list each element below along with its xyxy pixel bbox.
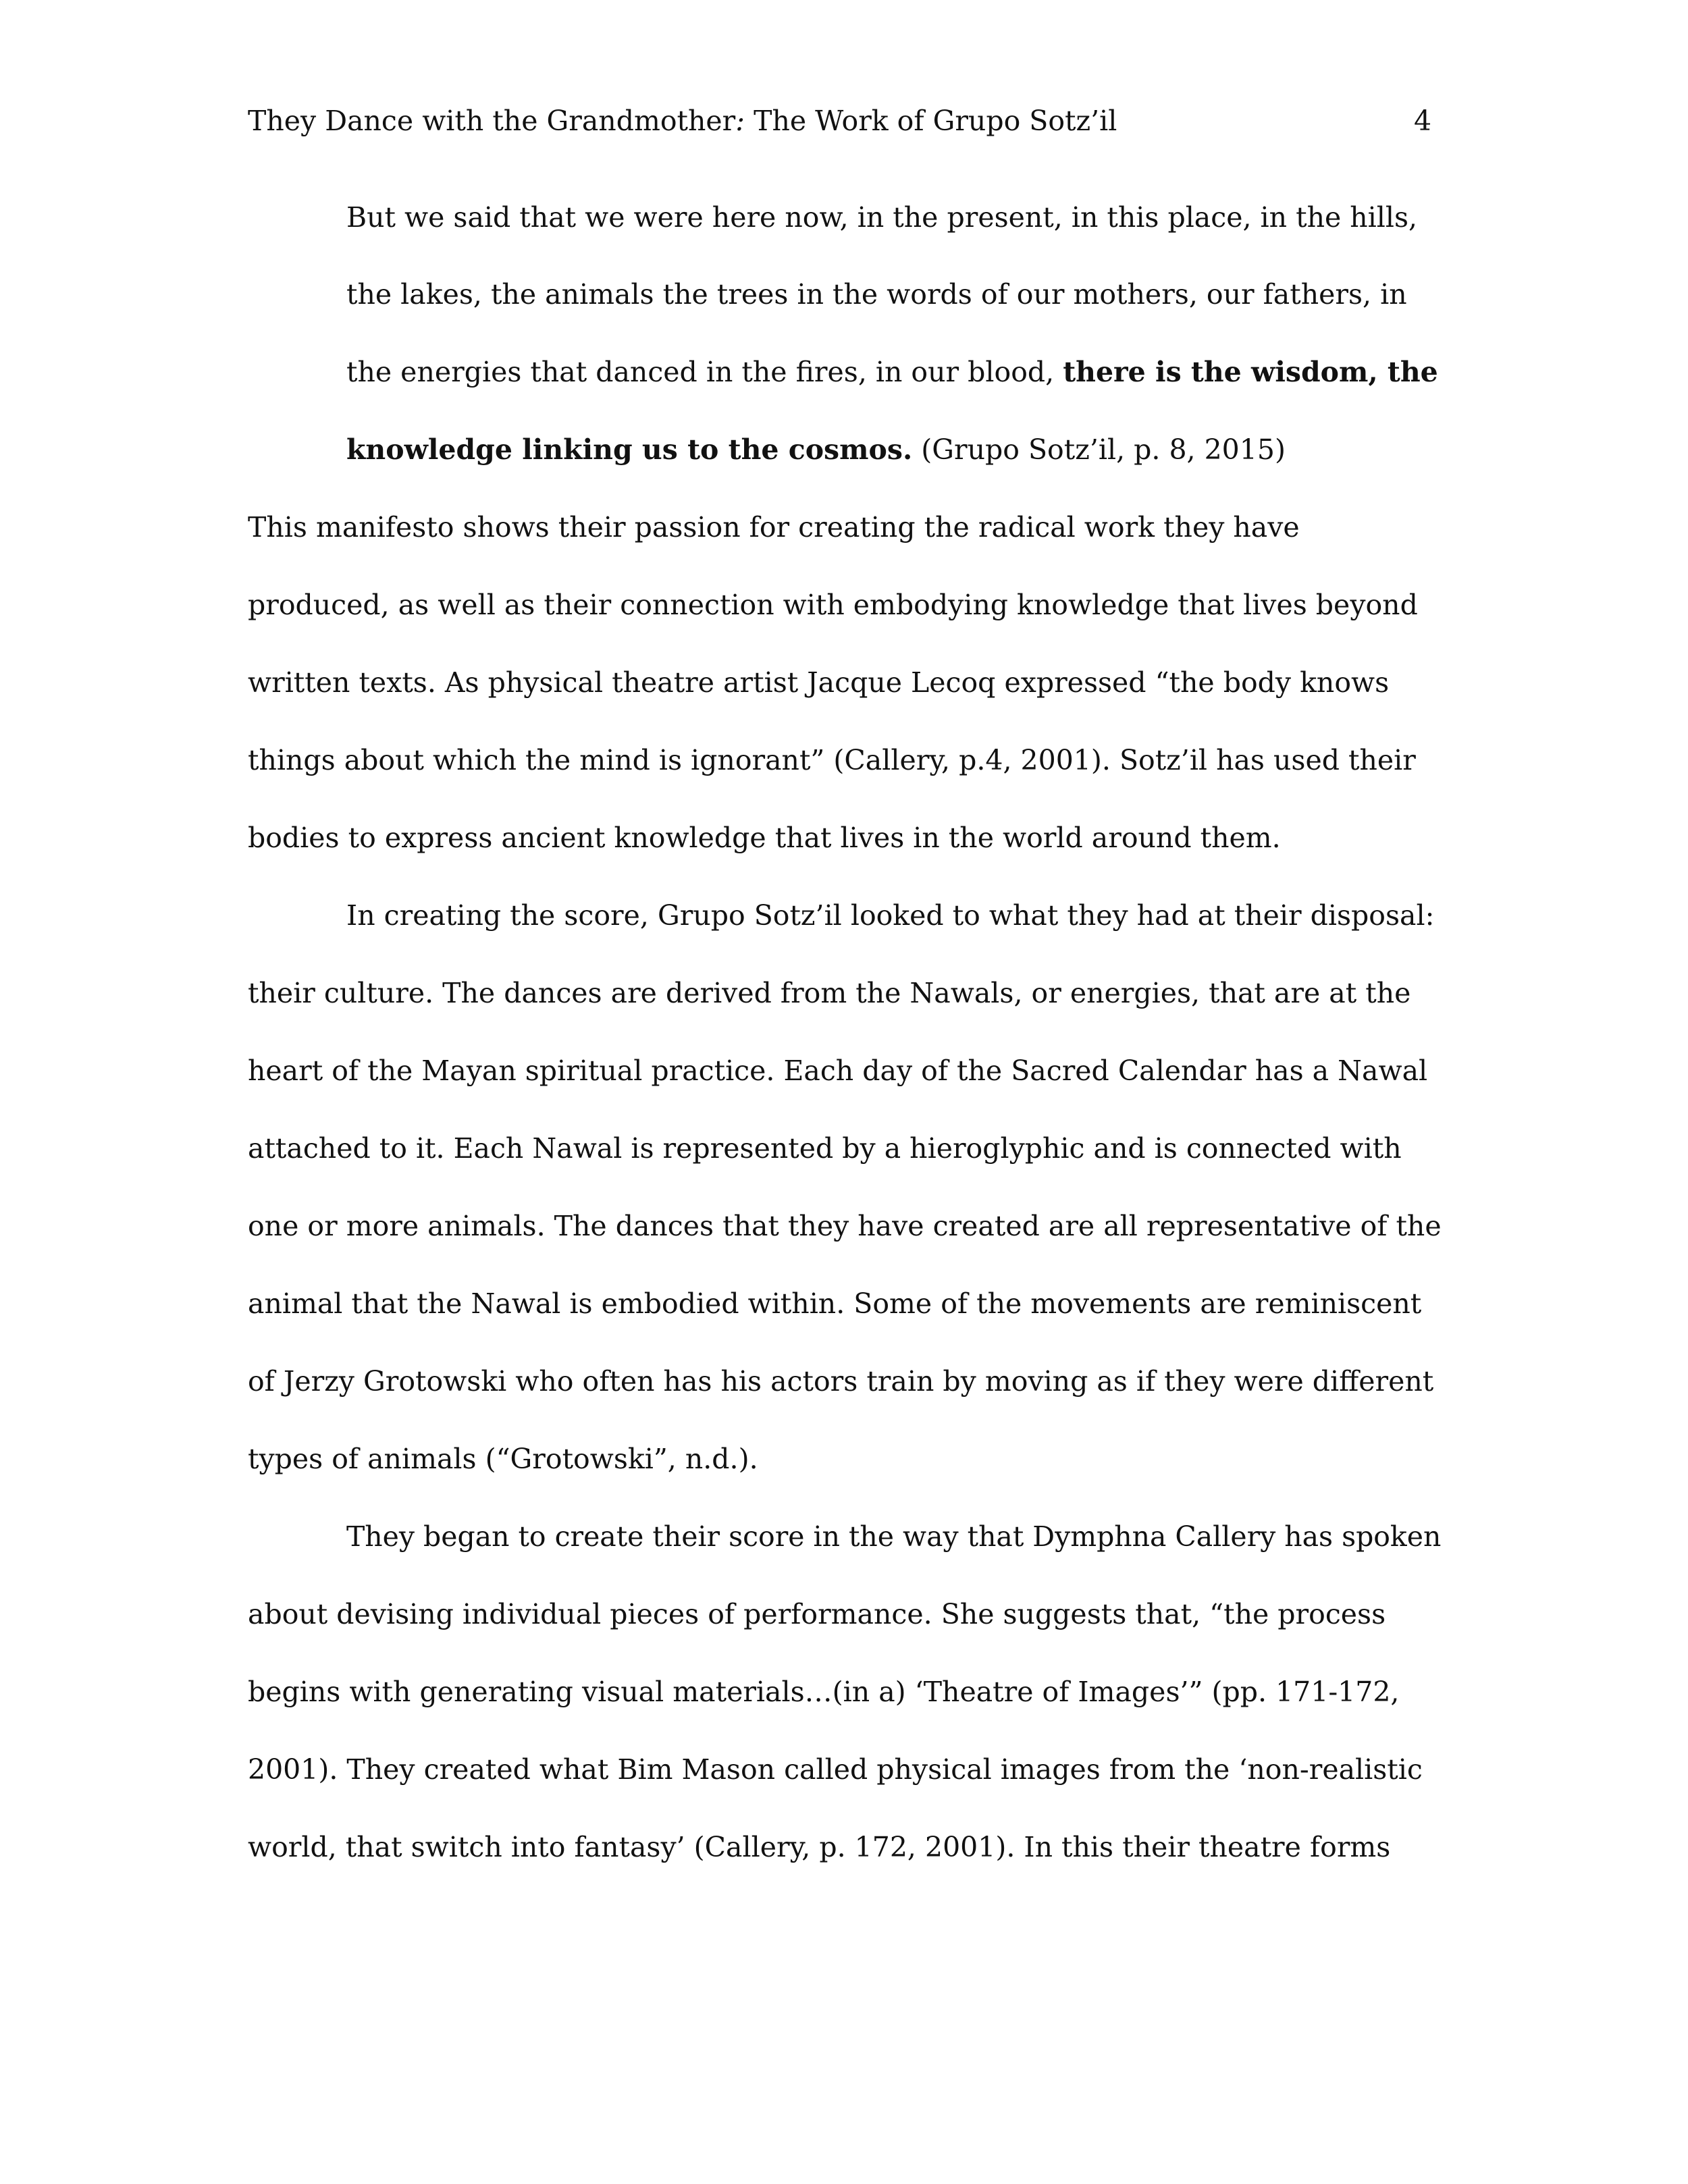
body-line-15: about devising individual pieces of performance. She suggests that, “the process xyxy=(248,1598,1386,1630)
body-line-1: This manifesto shows their passion for creating the radical work they have xyxy=(248,511,1300,543)
page-number: 4 xyxy=(1414,105,1432,137)
body-line-18: world, that switch into fantasy’ (Callery, p. 172, 2001). In this their theatre forms xyxy=(248,1831,1391,1863)
body-line-14: They began to create their score in the way that Dymphna Callery has spoken xyxy=(346,1520,1442,1553)
body-line-16: begins with generating visual materials…(in a) ‘Theatre of Images’” (pp. 171-172, xyxy=(248,1676,1400,1708)
body-line-3: written texts. As physical theatre artist Jacque Lecoq expressed “the body knows xyxy=(248,666,1390,699)
body-line-7: their culture. The dances are derived from the Nawals, or energies, that are at the xyxy=(248,977,1411,1009)
block-quote-line-4 xyxy=(346,433,1286,467)
body-line-5: bodies to express ancient knowledge that lives in the world around them. xyxy=(248,822,1281,854)
block-quote-citation: (Grupo Sotz’il, p. 8, 2015) xyxy=(912,433,1286,466)
block-quote-line-2: the lakes, the animals the trees in the words of our mothers, our fathers, in xyxy=(346,278,1407,311)
body-line-2: produced, as well as their connection with embodying knowledge that lives beyond xyxy=(248,589,1418,621)
body-line-6: In creating the score, Grupo Sotz’il looked to what they had at their disposal: xyxy=(346,899,1435,932)
body-line-4: things about which the mind is ignorant” (Callery, p.4, 2001). Sotz’il has used their xyxy=(248,744,1416,776)
body-line-17: 2001). They created what Bim Mason called physical images from the ‘non-realistic xyxy=(248,1753,1423,1786)
body-line-10: one or more animals. The dances that they have created are all representative of the xyxy=(248,1210,1442,1242)
header-title-part2: The Work of Grupo Sotz’il xyxy=(745,105,1117,137)
block-quote-line-3 xyxy=(346,355,1438,389)
header-title-part1: They Dance with the Grandmother xyxy=(248,105,736,137)
body-line-9: attached to it. Each Nawal is represented by a hieroglyphic and is connected with xyxy=(248,1132,1402,1165)
block-quote-line-3-text: the energies that danced in the fires, in our blood, xyxy=(346,356,1063,388)
running-header-title xyxy=(248,104,1117,138)
block-quote-line-3-bold: there is the wisdom, the xyxy=(1063,356,1438,388)
body-line-8: heart of the Mayan spiritual practice. Each day of the Sacred Calendar has a Nawal xyxy=(248,1055,1428,1087)
block-quote-line-1: But we said that we were here now, in the present, in this place, in the hills, xyxy=(346,201,1418,234)
body-line-12: of Jerzy Grotowski who often has his actors train by moving as if they were different xyxy=(248,1365,1434,1397)
body-line-13: types of animals (“Grotowski”, n.d.). xyxy=(248,1443,758,1475)
body-line-11: animal that the Nawal is embodied within. Some of the movements are reminiscent xyxy=(248,1287,1422,1320)
block-quote-line-4-bold: knowledge linking us to the cosmos. xyxy=(346,433,913,466)
header-title-colon: : xyxy=(735,105,745,137)
